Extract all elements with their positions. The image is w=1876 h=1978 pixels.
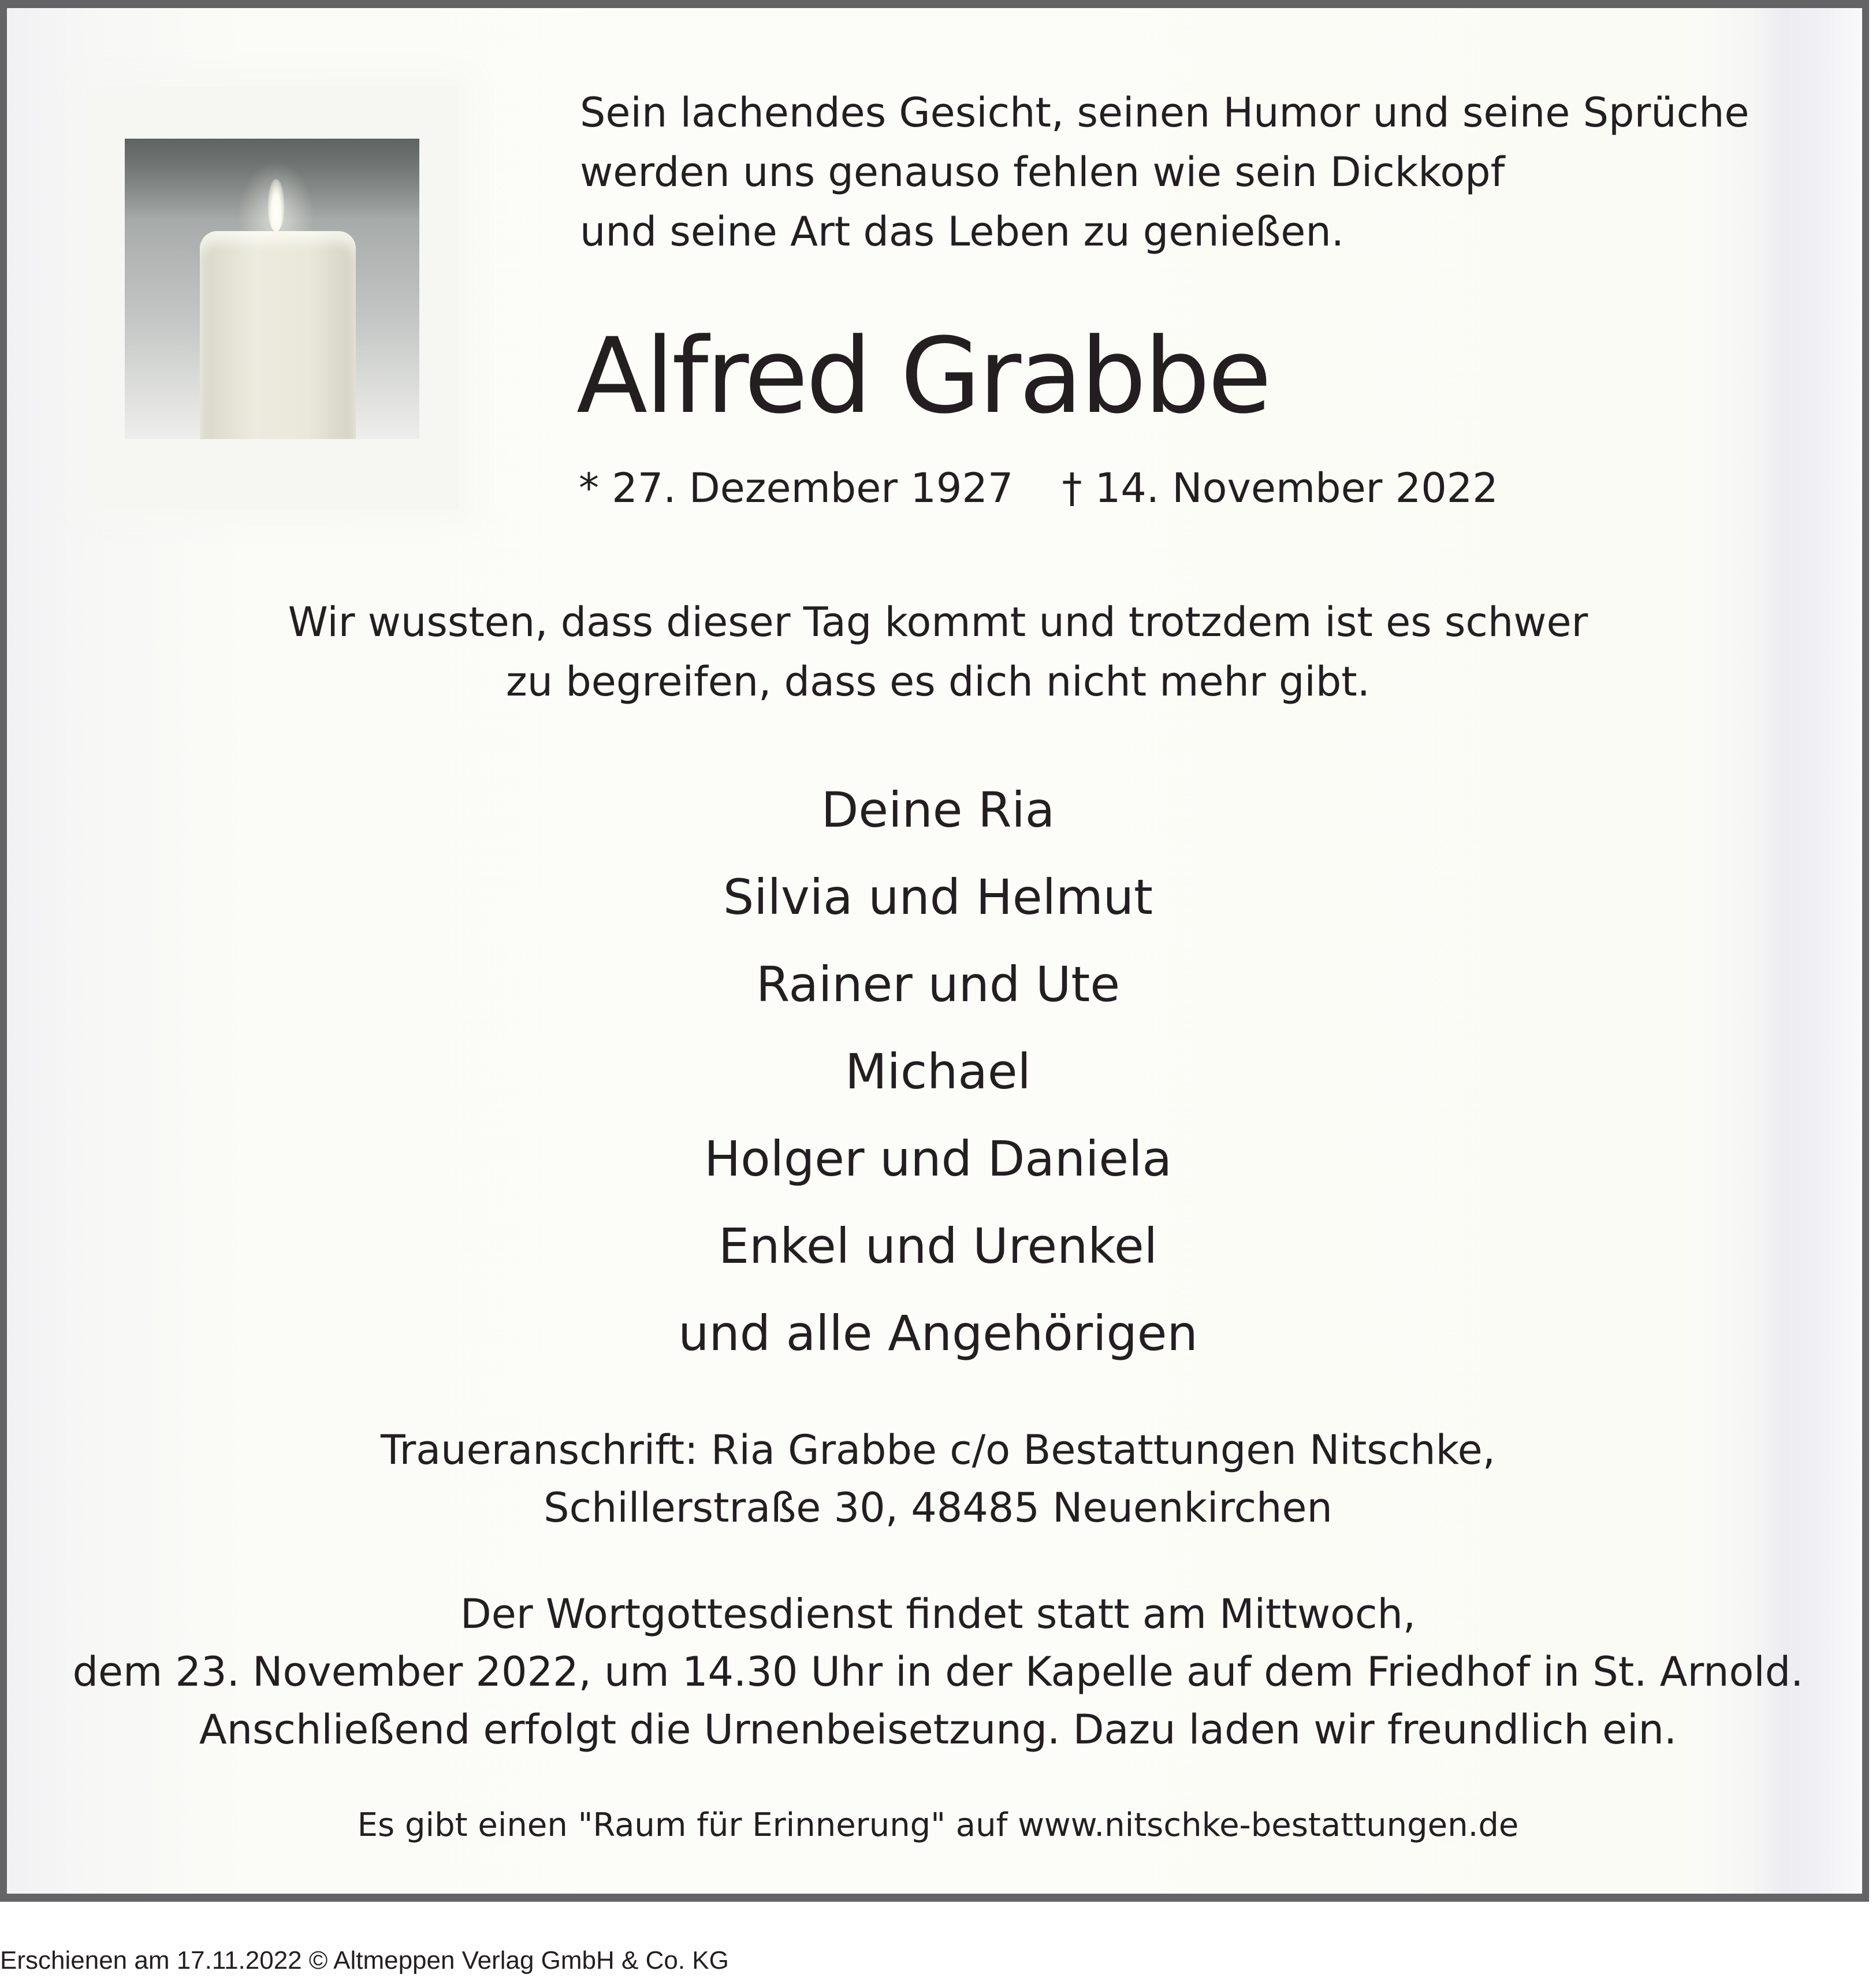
mourner-entry: und alle Angehörigen <box>678 1305 1198 1362</box>
mourners-list <box>7 767 1869 1377</box>
quote-line: Sein lachendes Gesicht, seinen Humor und seine Sprüche <box>580 89 1750 136</box>
service-details <box>7 1585 1869 1758</box>
saying-line: zu begreifen, dass es dich nicht mehr gibt. <box>506 658 1370 705</box>
publication-footer: Erschienen am 17.11.2022 © Altmeppen Verlag GmbH & Co. KG <box>0 1946 729 1975</box>
mourner-entry: Deine Ria <box>821 782 1055 838</box>
candle-picture <box>125 139 419 439</box>
candle-icon <box>90 87 459 510</box>
mourner-entry: Enkel und Urenkel <box>719 1218 1157 1274</box>
deceased-name: Alfred Grabbe <box>576 316 1270 437</box>
mourner-entry: Holger und Daniela <box>704 1131 1172 1187</box>
mourner-entry: Silvia und Helmut <box>723 869 1153 925</box>
life-dates <box>579 464 1498 512</box>
memorial-note: Es gibt einen "Raum für Erinnerung" auf www.nitschke-bestattungen.de <box>357 1806 1519 1844</box>
service-line: dem 23. November 2022, um 14.30 Uhr in der Kapelle auf dem Friedhof in St. Arnold. <box>72 1648 1804 1696</box>
service-line: Anschließend erfolgt die Urnenbeisetzung. Dazu laden wir freundlich ein. <box>199 1706 1677 1753</box>
quote-line: werden uns genauso fehlen wie sein Dickkopf <box>580 148 1505 196</box>
death-date: † 14. November 2022 <box>1062 464 1498 512</box>
mourning-address <box>7 1421 1869 1537</box>
candle-body <box>200 231 356 439</box>
service-line: Der Wortgottesdienst findet statt am Mittwoch, <box>460 1590 1416 1638</box>
birth-date: * 27. Dezember 1927 <box>579 464 1014 512</box>
address-line: Traueranschrift: Ria Grabbe c/o Bestattungen Nitschke, <box>381 1426 1495 1474</box>
candle-flame <box>268 179 284 231</box>
mourning-saying <box>7 593 1869 712</box>
saying-line: Wir wussten, dass dieser Tag kommt und trotzdem ist es schwer <box>288 598 1588 646</box>
memorial-quote <box>580 83 1750 262</box>
mourner-entry: Michael <box>845 1043 1031 1100</box>
mourner-entry: Rainer und Ute <box>755 956 1121 1013</box>
address-line: Schillerstraße 30, 48485 Neuenkirchen <box>544 1484 1332 1531</box>
quote-line: und seine Art das Leben zu genießen. <box>580 208 1344 255</box>
